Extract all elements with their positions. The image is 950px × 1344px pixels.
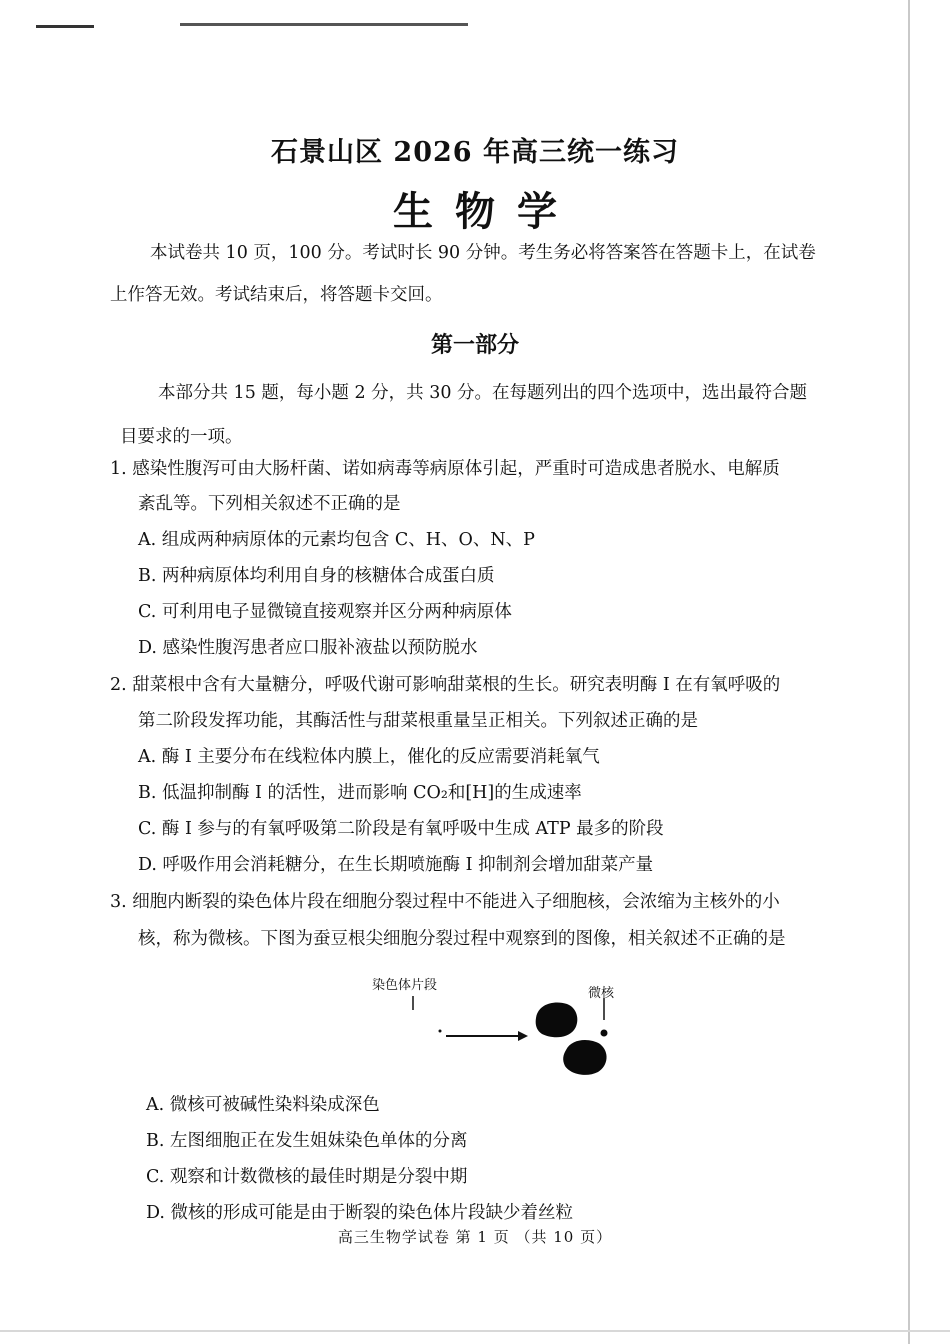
question-3-option-b: B. 左图细胞正在发生姐妹染色单体的分离 [146, 1131, 468, 1151]
micronucleus [601, 1030, 608, 1037]
scan-mark [180, 23, 468, 26]
question-3-stem: 3. 细胞内断裂的染色体片段在细胞分裂过程中不能进入子细胞核，会浓缩为主核外的小 [110, 892, 780, 912]
question-3-stem: 核，称为微核。下图为蚕豆根尖细胞分裂过程中观察到的图像，相关叙述不正确的是 [138, 929, 786, 949]
page-footer: 高三生物学试卷 第 1 页 （共 10 页） [337, 1228, 613, 1246]
question-1-stem: 1. 感染性腹泻可由大肠杆菌、诺如病毒等病原体引起，严重时可造成患者脱水、电解质 [110, 459, 780, 479]
question-2-option-d: D. 呼吸作用会消耗糖分，在生长期喷施酶 I 抑制剂会增加甜菜产量 [138, 855, 654, 875]
micronucleus-figure [360, 968, 630, 1088]
scan-mark [36, 25, 94, 28]
question-1-stem-text: 紊乱等。下列相关叙述不正确的是 [138, 494, 401, 514]
part-heading: 第一部分 [430, 332, 519, 358]
exam-title: 石景山区 2026 年高三统一练习 [271, 137, 679, 168]
question-3-option-a: A. 微核可被碱性染料染成深色 [146, 1095, 380, 1115]
question-3-option-c: C. 观察和计数微核的最佳时期是分裂中期 [146, 1167, 468, 1187]
question-3-option-d: D. 微核的形成可能是由于断裂的染色体片段缺少着丝粒 [146, 1203, 574, 1223]
question-1-stem [138, 491, 401, 517]
arrow-head [518, 1031, 528, 1041]
question-1-option-a: A. 组成两种病原体的元素均包含 C、H、O、N、P [138, 530, 535, 550]
figure-label-micronucleus: 微核 [588, 986, 615, 1001]
part-intro-line: 本部分共 15 题，每小题 2 分，共 30 分。在每题列出的四个选项中，选出最符合题 [158, 383, 808, 403]
scan-edge-bottom [0, 1330, 950, 1332]
figure-label-fragment: 染色体片段 [372, 978, 438, 993]
part-intro-line: 目要求的一项。 [120, 427, 243, 447]
question-2-option-a: A. 酶 I 主要分布在线粒体内膜上，催化的反应需要消耗氧气 [138, 747, 600, 767]
instruction-line: 本试卷共 10 页，100 分。考试时长 90 分钟。考生务必将答案答在答题卡上，在试卷 [150, 243, 816, 263]
question-2-stem: 2. 甜菜根中含有大量糖分，呼吸代谢可影响甜菜根的生长。研究表明酶 I 在有氧呼吸的 [110, 675, 781, 695]
subject-title: 生物学 [393, 188, 579, 235]
daughter-nucleus-lower [563, 1040, 606, 1075]
cell-diagram [360, 968, 630, 1088]
fragment-dot [439, 1030, 442, 1033]
question-2-option-b: B. 低温抑制酶 I 的活性，进而影响 CO₂和[H]的生成速率 [138, 783, 582, 803]
question-2-option-c: C. 酶 I 参与的有氧呼吸第二阶段是有氧呼吸中生成 ATP 最多的阶段 [138, 819, 664, 839]
instruction-line: 上作答无效。考试结束后，将答题卡交回。 [110, 285, 443, 305]
daughter-nucleus-upper [536, 1003, 578, 1038]
question-2-stem: 第二阶段发挥功能，其酶活性与甜菜根重量呈正相关。下列叙述正确的是 [138, 711, 698, 731]
question-1-option-b: B. 两种病原体均利用自身的核糖体合成蛋白质 [138, 566, 495, 586]
question-1-option-c: C. 可利用电子显微镜直接观察并区分两种病原体 [138, 602, 512, 622]
question-1-option-d: D. 感染性腹泻患者应口服补液盐以预防脱水 [138, 638, 478, 658]
